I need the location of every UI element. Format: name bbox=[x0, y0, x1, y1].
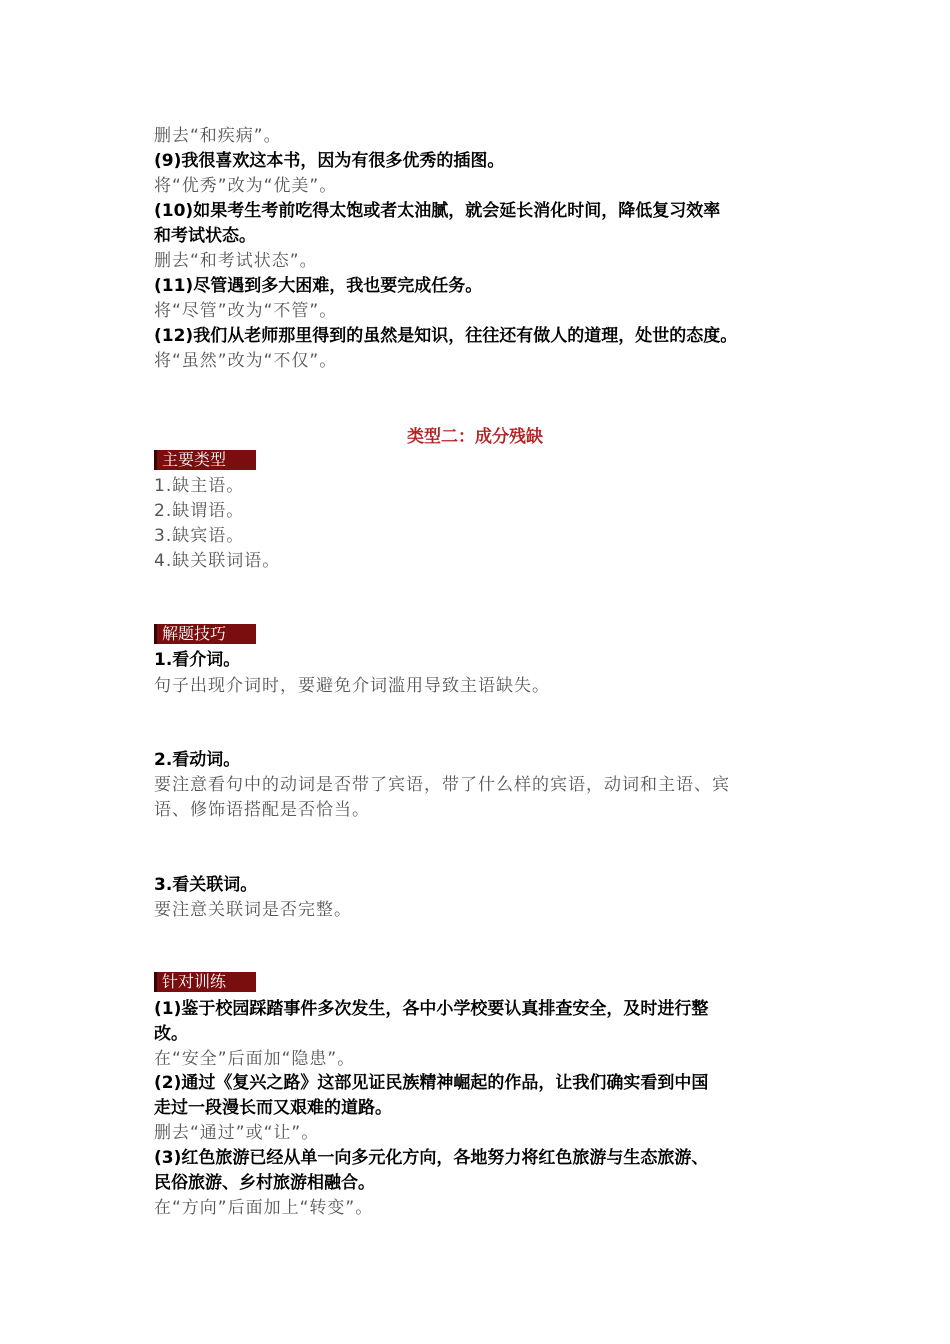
practice-tag: 针对训练 bbox=[154, 972, 256, 992]
answer-line: 删去“和考试状态”。 bbox=[154, 251, 318, 271]
tip-heading: 1.看介词。 bbox=[154, 650, 241, 670]
answer-line: 删去“和疾病”。 bbox=[154, 126, 282, 146]
question-10-cont: 和考试状态。 bbox=[154, 226, 256, 246]
question-10: (10)如果考生考前吃得太饱或者太油腻，就会延长消化时间，降低复习效率 bbox=[154, 201, 721, 221]
practice-question-3-cont: 民俗旅游、乡村旅游相融合。 bbox=[154, 1173, 375, 1193]
answer-line: 将“虽然”改为“不仅”。 bbox=[154, 351, 338, 371]
answer-line: 将“尽管”改为“不管”。 bbox=[154, 301, 338, 321]
question-12: (12)我们从老师那里得到的虽然是知识，往往还有做人的道理，处世的态度。 bbox=[154, 326, 738, 346]
practice-question-1-cont: 改。 bbox=[154, 1024, 188, 1044]
tip-heading: 3.看关联词。 bbox=[154, 875, 258, 895]
practice-question-3: (3)红色旅游已经从单一向多元化方向，各地努力将红色旅游与生态旅游、 bbox=[154, 1148, 709, 1168]
list-item: 4.缺关联词语。 bbox=[154, 551, 281, 571]
tip-body: 句子出现介词时，要避免介词滥用导致主语缺失。 bbox=[154, 676, 550, 696]
tips-tag: 解题技巧 bbox=[154, 624, 256, 644]
question-11: (11)尽管遇到多大困难，我也要完成任务。 bbox=[154, 276, 483, 296]
practice-question-2: (2)通过《复兴之路》这部见证民族精神崛起的作品，让我们确实看到中国 bbox=[154, 1073, 709, 1093]
practice-question-1: (1)鉴于校园踩踏事件多次发生，各中小学校要认真排查安全，及时进行整 bbox=[154, 999, 709, 1019]
tip-body: 要注意关联词是否完整。 bbox=[154, 900, 352, 920]
tip-body: 语、修饰语搭配是否恰当。 bbox=[154, 800, 370, 820]
practice-answer-1: 在“安全”后面加“隐患”。 bbox=[154, 1049, 356, 1069]
section-title: 类型二：成分残缺 bbox=[407, 427, 543, 447]
tip-heading: 2.看动词。 bbox=[154, 750, 241, 770]
main-types-tag: 主要类型 bbox=[154, 450, 256, 470]
answer-line: 将“优秀”改为“优美”。 bbox=[154, 176, 338, 196]
practice-question-2-cont: 走过一段漫长而又艰难的道路。 bbox=[154, 1098, 392, 1118]
practice-answer-3: 在“方向”后面加上“转变”。 bbox=[154, 1198, 374, 1218]
question-9: (9)我很喜欢这本书，因为有很多优秀的插图。 bbox=[154, 151, 505, 171]
list-item: 2.缺谓语。 bbox=[154, 501, 245, 521]
list-item: 1.缺主语。 bbox=[154, 476, 245, 496]
tip-body: 要注意看句中的动词是否带了宾语，带了什么样的宾语，动词和主语、宾 bbox=[154, 775, 730, 795]
practice-answer-2: 删去“通过”或“让”。 bbox=[154, 1123, 320, 1143]
list-item: 3.缺宾语。 bbox=[154, 526, 245, 546]
